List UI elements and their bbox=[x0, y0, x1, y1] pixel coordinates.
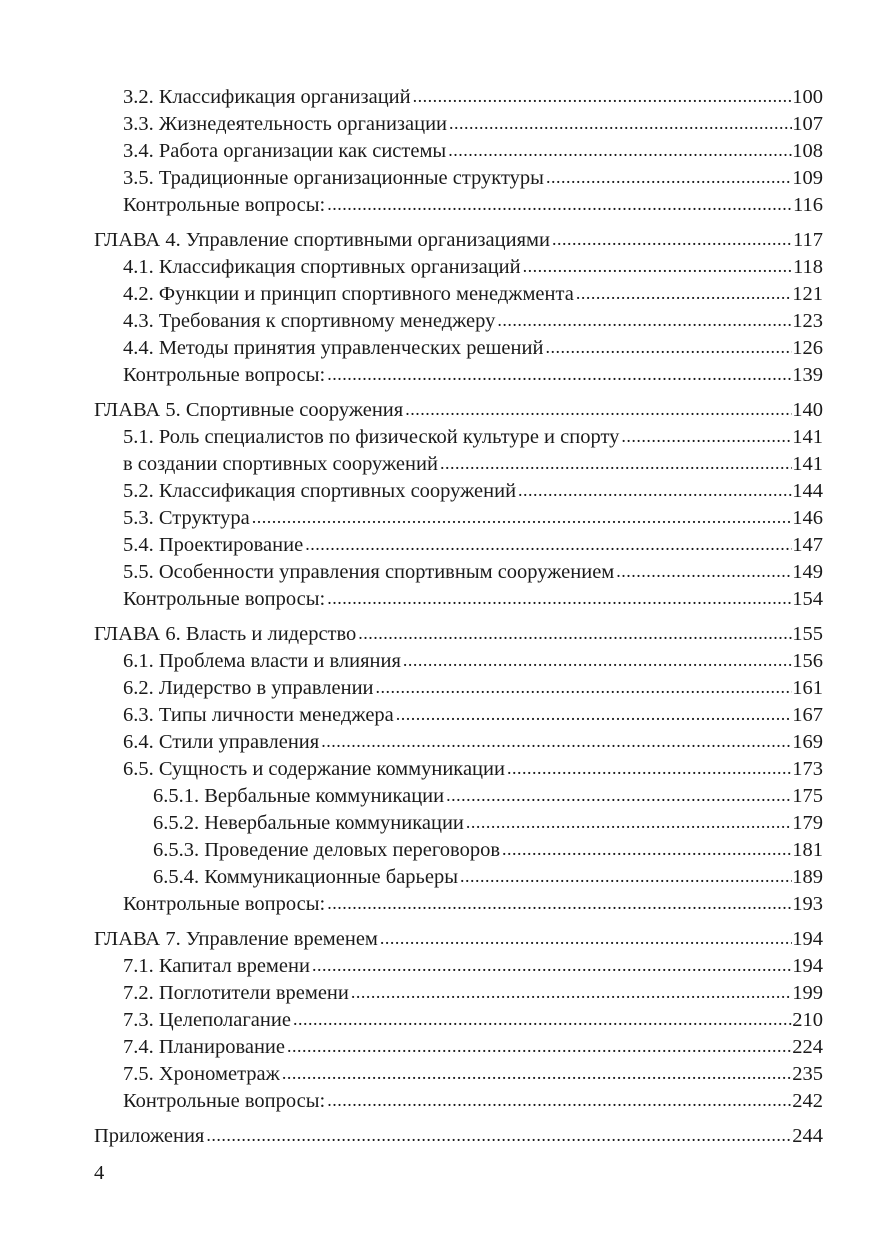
toc-subentry bbox=[94, 783, 823, 810]
dot-leader bbox=[502, 836, 792, 863]
toc-subentry bbox=[94, 864, 823, 891]
toc-entry-page: 210 bbox=[792, 1009, 823, 1031]
toc-entry-title: 6.5.1. Вербальные коммуникации bbox=[153, 785, 445, 807]
dot-leader bbox=[327, 890, 792, 917]
toc-entry bbox=[94, 308, 823, 335]
toc-entry-title: 6.4. Стили управления bbox=[123, 731, 320, 753]
toc-entry bbox=[94, 891, 823, 918]
dot-leader bbox=[312, 952, 792, 979]
toc-entry-page: 144 bbox=[792, 480, 823, 502]
toc-entry-page: 242 bbox=[792, 1090, 823, 1112]
toc-entry bbox=[94, 254, 823, 281]
toc-entry-title: Контрольные вопросы: bbox=[123, 588, 326, 610]
toc-entry-page: 116 bbox=[793, 194, 823, 216]
toc-group-chapter-4 bbox=[94, 227, 823, 389]
toc-entry-title: 4.4. Методы принятия управленческих решений bbox=[123, 337, 544, 359]
toc-entry-title: 4.1. Классификация спортивных организаций bbox=[123, 256, 521, 278]
dot-leader bbox=[403, 647, 792, 674]
toc-entry-page: 154 bbox=[792, 588, 823, 610]
toc-entry-page: 140 bbox=[792, 399, 823, 421]
toc-entry-title: 6.5.2. Невербальные коммуникации bbox=[153, 812, 464, 834]
toc-chapter-heading bbox=[94, 1123, 823, 1150]
toc-group-appendices bbox=[94, 1123, 823, 1150]
toc-group-chapter-7 bbox=[94, 926, 823, 1115]
toc-entry bbox=[94, 559, 823, 586]
toc-entry-title: Контрольные вопросы: bbox=[123, 364, 326, 386]
dot-leader bbox=[282, 1060, 792, 1087]
toc-group-chapter-6 bbox=[94, 621, 823, 918]
toc-entry bbox=[94, 335, 823, 362]
toc-entry-page: 167 bbox=[792, 704, 823, 726]
toc-entry bbox=[94, 1061, 823, 1088]
toc-entry-title: 6.5. Сущность и содержание коммуникации bbox=[123, 758, 505, 780]
toc-entry bbox=[94, 1007, 823, 1034]
toc-entry-page: 107 bbox=[792, 113, 823, 135]
toc-entry-title: 6.1. Проблема власти и влияния bbox=[123, 650, 401, 672]
toc-entry bbox=[94, 980, 823, 1007]
toc-entry bbox=[94, 756, 823, 783]
toc-entry-page: 194 bbox=[792, 928, 823, 950]
toc-entry bbox=[94, 111, 823, 138]
toc-entry bbox=[94, 478, 823, 505]
toc-entry-page: 173 bbox=[792, 758, 823, 780]
dot-leader bbox=[552, 226, 793, 253]
toc-entry-title: 4.2. Функции и принцип спортивного менеджмента bbox=[123, 283, 574, 305]
toc-group-chapter-5 bbox=[94, 397, 823, 613]
toc-entry-page: 179 bbox=[792, 812, 823, 834]
toc-entry bbox=[94, 675, 823, 702]
toc-entry bbox=[94, 648, 823, 675]
toc-entry-title: 7.3. Целеполагание bbox=[123, 1009, 291, 1031]
dot-leader bbox=[449, 110, 792, 137]
toc-entry bbox=[94, 505, 823, 532]
toc-entry-title: 7.4. Планирование bbox=[123, 1036, 285, 1058]
dot-leader bbox=[305, 531, 792, 558]
toc-entry-page: 169 bbox=[792, 731, 823, 753]
toc-entry-page: 117 bbox=[793, 229, 823, 251]
toc-entry-title: 5.3. Структура bbox=[123, 507, 250, 529]
table-of-contents bbox=[94, 84, 823, 1150]
toc-entry-title: Контрольные вопросы: bbox=[123, 893, 326, 915]
toc-entry bbox=[94, 192, 823, 219]
toc-entry-title: 6.2. Лидерство в управлении bbox=[123, 677, 374, 699]
toc-entry-title: ГЛАВА 7. Управление временем bbox=[94, 928, 378, 950]
toc-entry-title: 7.5. Хронометраж bbox=[123, 1063, 280, 1085]
dot-leader bbox=[327, 191, 793, 218]
toc-entry-page: 224 bbox=[792, 1036, 823, 1058]
dot-leader bbox=[621, 423, 792, 450]
toc-group-chapter-3-continued bbox=[94, 84, 823, 219]
toc-entry bbox=[94, 586, 823, 613]
dot-leader bbox=[466, 809, 792, 836]
dot-leader bbox=[376, 674, 793, 701]
dot-leader bbox=[523, 253, 793, 280]
toc-entry-title: 5.4. Проектирование bbox=[123, 534, 304, 556]
toc-entry-title: ГЛАВА 5. Спортивные сооружения bbox=[94, 399, 404, 421]
toc-entry-title: 6.5.4. Коммуникационные барьеры bbox=[153, 866, 459, 888]
toc-entry-page: 175 bbox=[792, 785, 823, 807]
toc-entry-title: 4.3. Требования к спортивному менеджеру bbox=[123, 310, 496, 332]
dot-leader bbox=[405, 396, 792, 423]
dot-leader bbox=[497, 307, 792, 334]
toc-entry-page: 189 bbox=[792, 866, 823, 888]
dot-leader bbox=[546, 164, 792, 191]
toc-entry bbox=[94, 451, 823, 478]
dot-leader bbox=[358, 620, 792, 647]
toc-chapter-heading bbox=[94, 926, 823, 953]
toc-entry-title: в создании спортивных сооружений bbox=[123, 453, 438, 475]
dot-leader bbox=[518, 477, 792, 504]
dot-leader bbox=[327, 585, 792, 612]
toc-entry-title: 5.1. Роль специалистов по физической культуре и спорту bbox=[123, 426, 620, 448]
toc-entry bbox=[94, 532, 823, 559]
dot-leader bbox=[413, 83, 793, 110]
page-number: 4 bbox=[94, 1162, 105, 1184]
toc-entry-title: ГЛАВА 6. Власть и лидерство bbox=[94, 623, 357, 645]
toc-subentry bbox=[94, 810, 823, 837]
toc-entry-page: 100 bbox=[792, 86, 823, 108]
toc-entry-page: 141 bbox=[792, 453, 823, 475]
toc-entry-title: 5.2. Классификация спортивных сооружений bbox=[123, 480, 517, 502]
toc-entry-page: 194 bbox=[792, 955, 823, 977]
toc-entry-page: 155 bbox=[792, 623, 823, 645]
toc-entry-page: 123 bbox=[792, 310, 823, 332]
dot-leader bbox=[396, 701, 792, 728]
dot-leader bbox=[327, 1087, 792, 1114]
dot-leader bbox=[448, 137, 792, 164]
dot-leader bbox=[446, 782, 792, 809]
dot-leader bbox=[293, 1006, 792, 1033]
toc-entry-title: 3.2. Классификация организаций bbox=[123, 86, 411, 108]
toc-entry-page: 235 bbox=[792, 1063, 823, 1085]
toc-entry-title: Приложения bbox=[94, 1125, 205, 1147]
toc-entry bbox=[94, 138, 823, 165]
toc-entry-page: 121 bbox=[792, 283, 823, 305]
toc-entry-title: Контрольные вопросы: bbox=[123, 1090, 326, 1112]
toc-chapter-heading bbox=[94, 227, 823, 254]
toc-entry-page: 161 bbox=[792, 677, 823, 699]
toc-entry-title: Контрольные вопросы: bbox=[123, 194, 326, 216]
toc-chapter-heading bbox=[94, 397, 823, 424]
toc-entry bbox=[94, 281, 823, 308]
dot-leader bbox=[545, 334, 792, 361]
toc-entry bbox=[94, 702, 823, 729]
dot-leader bbox=[252, 504, 793, 531]
toc-entry-page: 141 bbox=[792, 426, 823, 448]
toc-entry bbox=[94, 1034, 823, 1061]
dot-leader bbox=[380, 925, 792, 952]
dot-leader bbox=[616, 558, 792, 585]
toc-entry-page: 193 bbox=[792, 893, 823, 915]
dot-leader bbox=[351, 979, 792, 1006]
toc-entry-page: 146 bbox=[792, 507, 823, 529]
toc-entry-title: ГЛАВА 4. Управление спортивными организациями bbox=[94, 229, 550, 251]
toc-entry bbox=[94, 729, 823, 756]
toc-entry bbox=[94, 165, 823, 192]
toc-entry-title: 6.3. Типы личности менеджера bbox=[123, 704, 394, 726]
toc-entry bbox=[94, 362, 823, 389]
toc-entry-page: 149 bbox=[792, 561, 823, 583]
toc-entry-page: 181 bbox=[792, 839, 823, 861]
toc-entry bbox=[94, 953, 823, 980]
toc-subentry bbox=[94, 837, 823, 864]
toc-entry-page: 139 bbox=[792, 364, 823, 386]
toc-entry bbox=[94, 84, 823, 111]
dot-leader bbox=[576, 280, 792, 307]
toc-entry-title: 6.5.3. Проведение деловых переговоров bbox=[153, 839, 501, 861]
toc-entry-page: 118 bbox=[793, 256, 823, 278]
toc-entry-page: 126 bbox=[792, 337, 823, 359]
dot-leader bbox=[507, 755, 792, 782]
toc-chapter-heading bbox=[94, 621, 823, 648]
toc-entry-page: 147 bbox=[792, 534, 823, 556]
toc-entry-title: 7.2. Поглотители времени bbox=[123, 982, 349, 1004]
dot-leader bbox=[460, 863, 792, 890]
dot-leader bbox=[327, 361, 792, 388]
toc-entry-title: 5.5. Особенности управления спортивным сооружением bbox=[123, 561, 615, 583]
toc-entry-title: 3.3. Жизнедеятельность организации bbox=[123, 113, 448, 135]
dot-leader bbox=[321, 728, 792, 755]
toc-entry bbox=[94, 424, 823, 451]
toc-entry-page: 199 bbox=[792, 982, 823, 1004]
dot-leader bbox=[206, 1122, 792, 1149]
dot-leader bbox=[440, 450, 792, 477]
toc-entry-title: 3.5. Традиционные организационные структуры bbox=[123, 167, 544, 189]
toc-entry bbox=[94, 1088, 823, 1115]
toc-entry-page: 244 bbox=[792, 1125, 823, 1147]
toc-entry-title: 3.4. Работа организации как системы bbox=[123, 140, 447, 162]
toc-entry-page: 108 bbox=[792, 140, 823, 162]
toc-entry-page: 156 bbox=[792, 650, 823, 672]
toc-entry-page: 109 bbox=[792, 167, 823, 189]
dot-leader bbox=[287, 1033, 792, 1060]
toc-entry-title: 7.1. Капитал времени bbox=[123, 955, 310, 977]
